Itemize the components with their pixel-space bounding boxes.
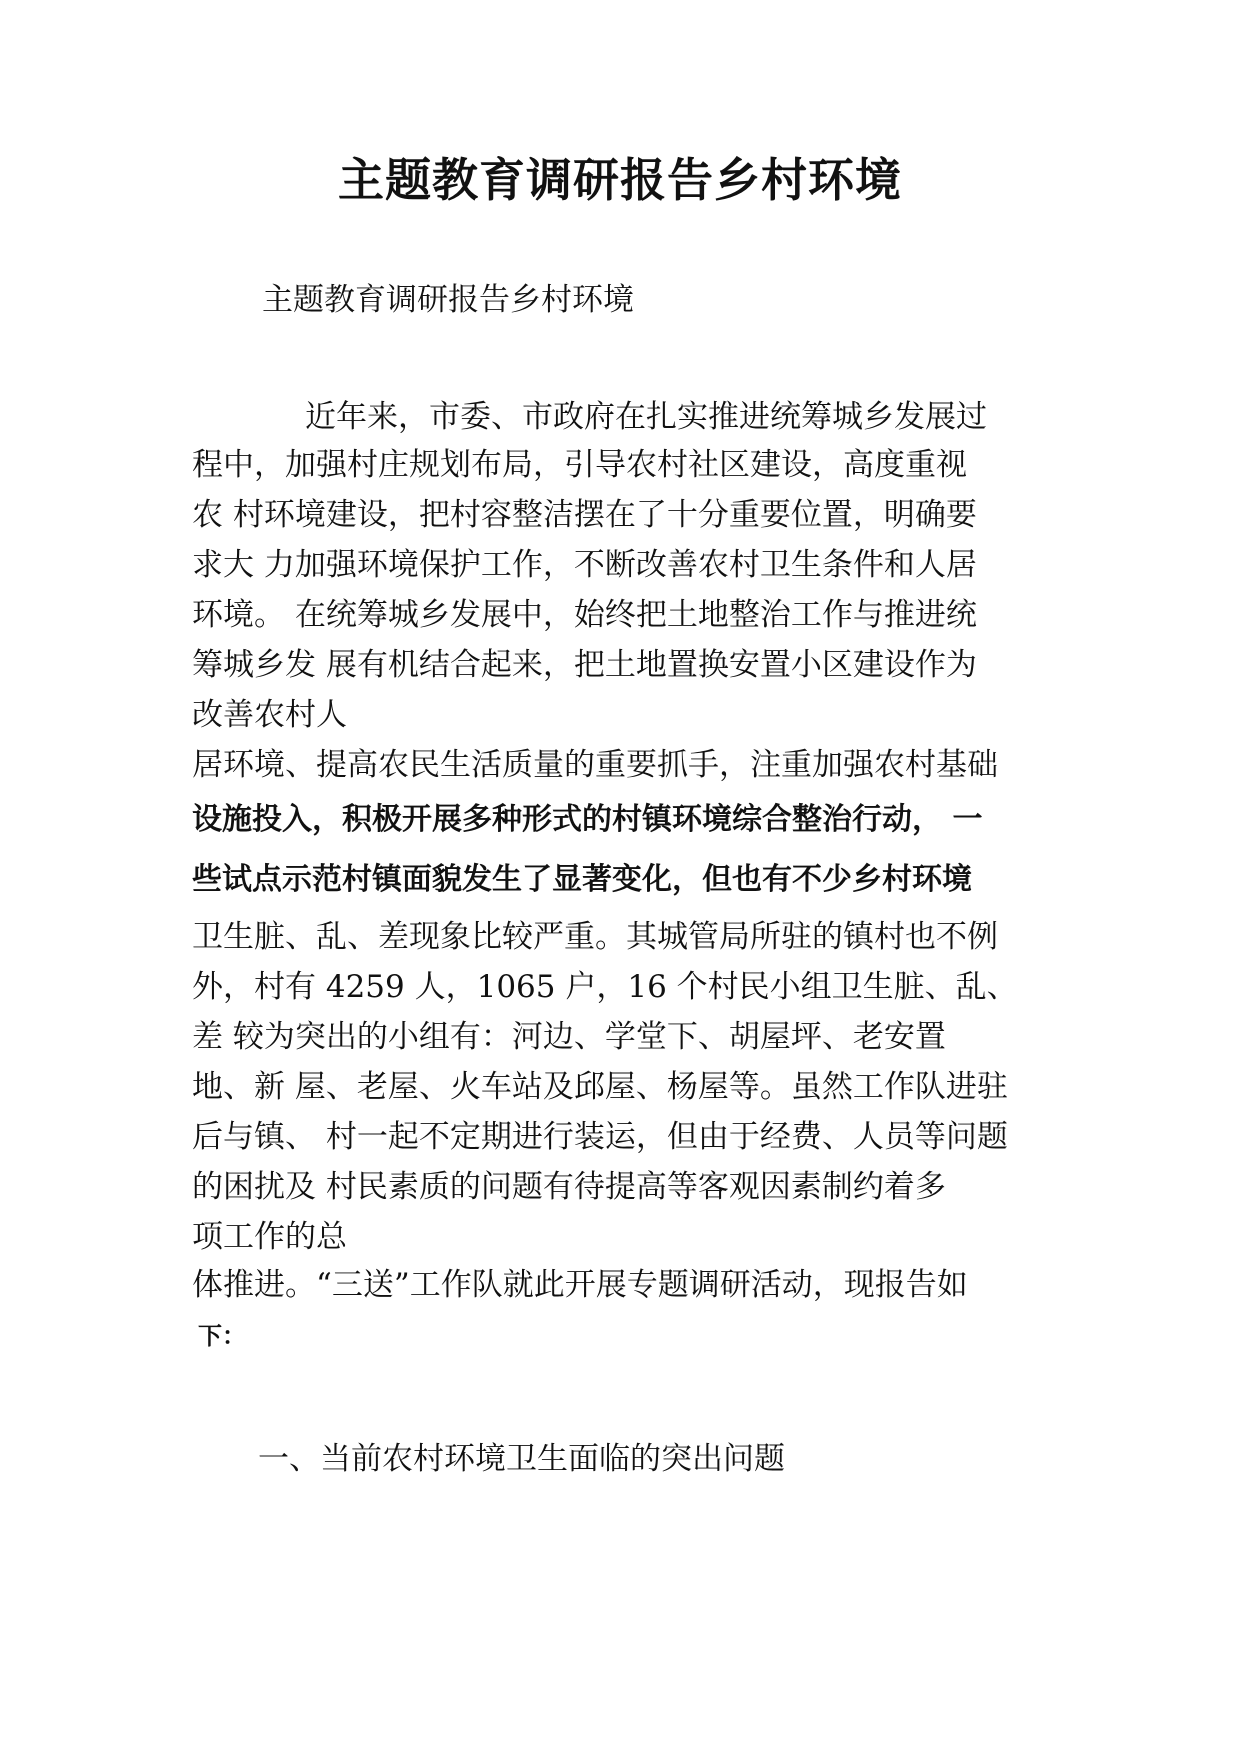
paragraph-line: 体推进。“三送”工作队就此开展专题调研活动，现报告如	[192, 1267, 968, 1303]
paragraph-line: 后与镇、 村一起不定期进行装运，但由于经费、人员等问题	[192, 1119, 1008, 1155]
paragraph-line: 居环境、提高农民生活质量的重要抓手，注重加强农村基础	[192, 747, 998, 783]
paragraph-line: 求大 力加强环境保护工作，不断改善农村卫生条件和人居	[192, 547, 977, 583]
bold-paragraph-line: 设施投入，积极开展多种形式的村镇环境综合整治行动， 一	[192, 802, 983, 837]
bold-paragraph-line: 些试点示范村镇面貌发生了显著变化，但也有不少乡村环境	[192, 862, 972, 897]
paragraph-line: 外，村有 4259 人，1065 户，16 个村民小组卫生脏、乱、	[192, 969, 1018, 1005]
document-subtitle: 主题教育调研报告乡村环境	[262, 282, 634, 318]
paragraph-line: 地、新 屋、老屋、火车站及邱屋、杨屋等。虽然工作队进驻	[192, 1069, 1008, 1105]
paragraph-end-line: 下：	[198, 1322, 246, 1350]
paragraph-line: 环境。 在统筹城乡发展中，始终把土地整治工作与推进统	[192, 597, 977, 633]
section-heading: 一、当前农村环境卫生面临的突出问题	[258, 1441, 785, 1477]
paragraph-line: 筹城乡发 展有机结合起来，把土地置换安置小区建设作为	[192, 647, 977, 683]
paragraph-line: 卫生脏、乱、差现象比较严重。其城管局所驻的镇村也不例	[192, 919, 998, 955]
paragraph-line: 农 村环境建设，把村容整洁摆在了十分重要位置，明确要	[192, 497, 977, 533]
paragraph-line: 的困扰及 村民素质的问题有待提高等客观因素制约着多	[192, 1169, 946, 1205]
paragraph-line: 程中，加强村庄规划布局，引导农村社区建设，高度重视	[192, 447, 967, 483]
paragraph-line: 近年来，市委、市政府在扎实推进统筹城乡发展过	[305, 399, 987, 435]
document-title: 主题教育调研报告乡村环境	[338, 153, 902, 207]
paragraph-line: 差 较为突出的小组有：河边、学堂下、胡屋坪、老安置	[192, 1019, 946, 1055]
paragraph-line: 项工作的总	[192, 1219, 347, 1255]
paragraph-line: 改善农村人	[192, 697, 347, 733]
